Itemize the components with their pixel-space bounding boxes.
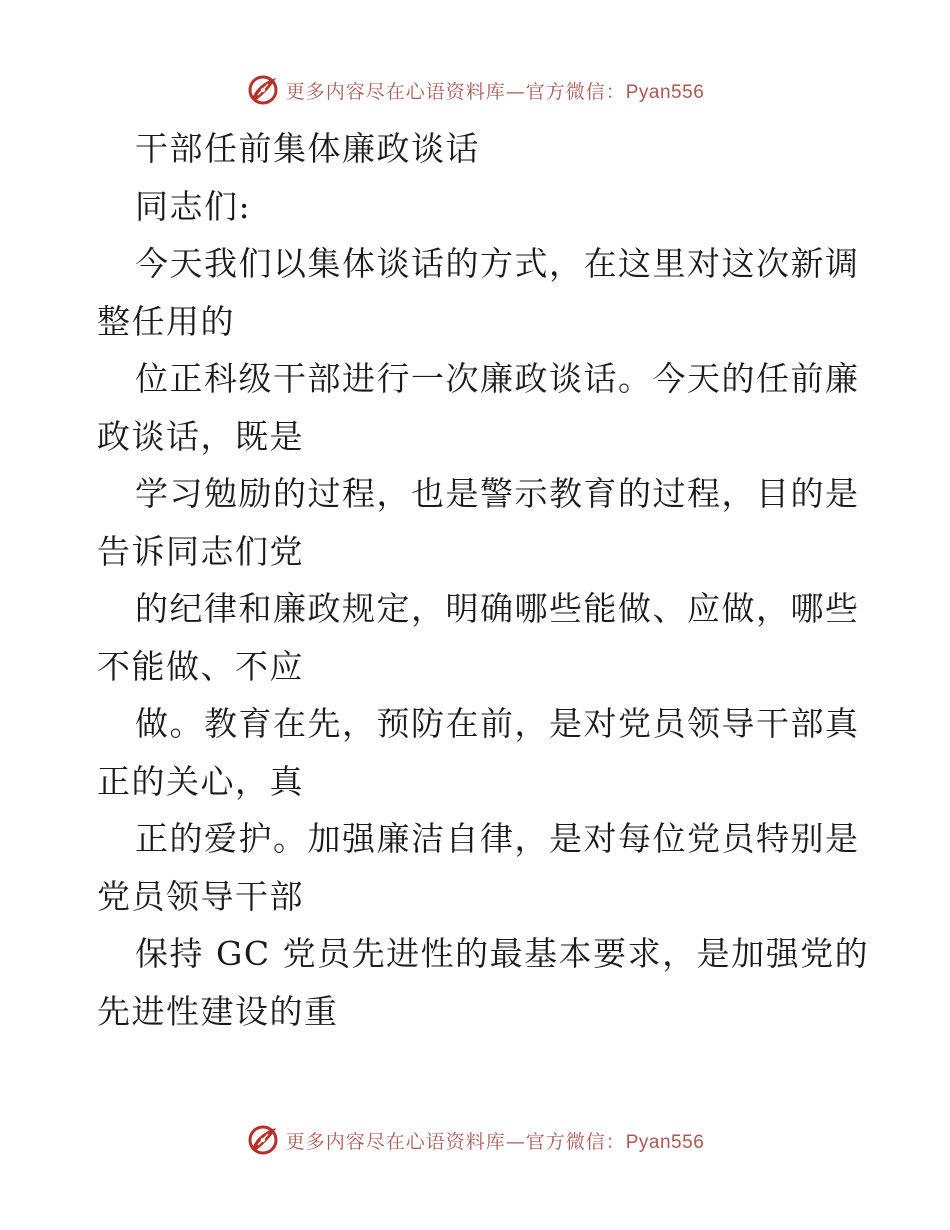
paragraph-line: 政谈话，既是 <box>97 416 304 456</box>
paragraph-line: 党员领导干部 <box>97 876 304 916</box>
paragraph-line: 位正科级干部进行一次廉政谈话。今天的任前廉 <box>135 359 860 398</box>
salutation: 同志们: <box>135 186 252 226</box>
header-banner-wechat-id: Pyan556 <box>625 81 705 103</box>
paragraph-line: 的纪律和廉政规定，明确哪些能做、应做，哪些 <box>135 589 860 628</box>
paragraph-line: 保持 GC 党员先进性的最基本要求，是加强党的 <box>135 934 870 973</box>
header-banner <box>0 70 950 110</box>
footer-banner <box>0 1120 950 1160</box>
header-banner-text-cn: 更多内容尽在心语资料库—官方微信： <box>285 80 626 103</box>
paragraph-line: 告诉同志们党 <box>97 531 304 571</box>
paragraph-line: 今天我们以集体谈话的方式，在这里对这次新调 <box>135 244 860 283</box>
pen-nib-logo-icon <box>246 73 280 107</box>
paragraph-line: 先进性建设的重 <box>97 991 339 1031</box>
paragraph-line: 正的爱护。加强廉洁自律，是对每位党员特别是 <box>135 819 860 858</box>
paragraph-line: 正的关心，真 <box>97 761 304 801</box>
paragraph-line: 整任用的 <box>97 301 235 341</box>
paragraph-line: 做。教育在先，预防在前，是对党员领导干部真 <box>135 704 860 743</box>
document-title: 干部任前集体廉政谈话 <box>135 129 480 168</box>
paragraph-line: 学习勉励的过程，也是警示教育的过程，目的是 <box>135 474 860 513</box>
paragraph-line: 不能做、不应 <box>97 646 304 686</box>
header-banner-text <box>286 77 705 104</box>
document-body <box>97 120 870 1040</box>
footer-banner-text <box>286 1127 705 1154</box>
footer-banner-wechat-id: Pyan556 <box>625 1131 705 1153</box>
pen-nib-logo-icon <box>246 1123 280 1157</box>
footer-banner-text-cn: 更多内容尽在心语资料库—官方微信： <box>285 1130 626 1153</box>
